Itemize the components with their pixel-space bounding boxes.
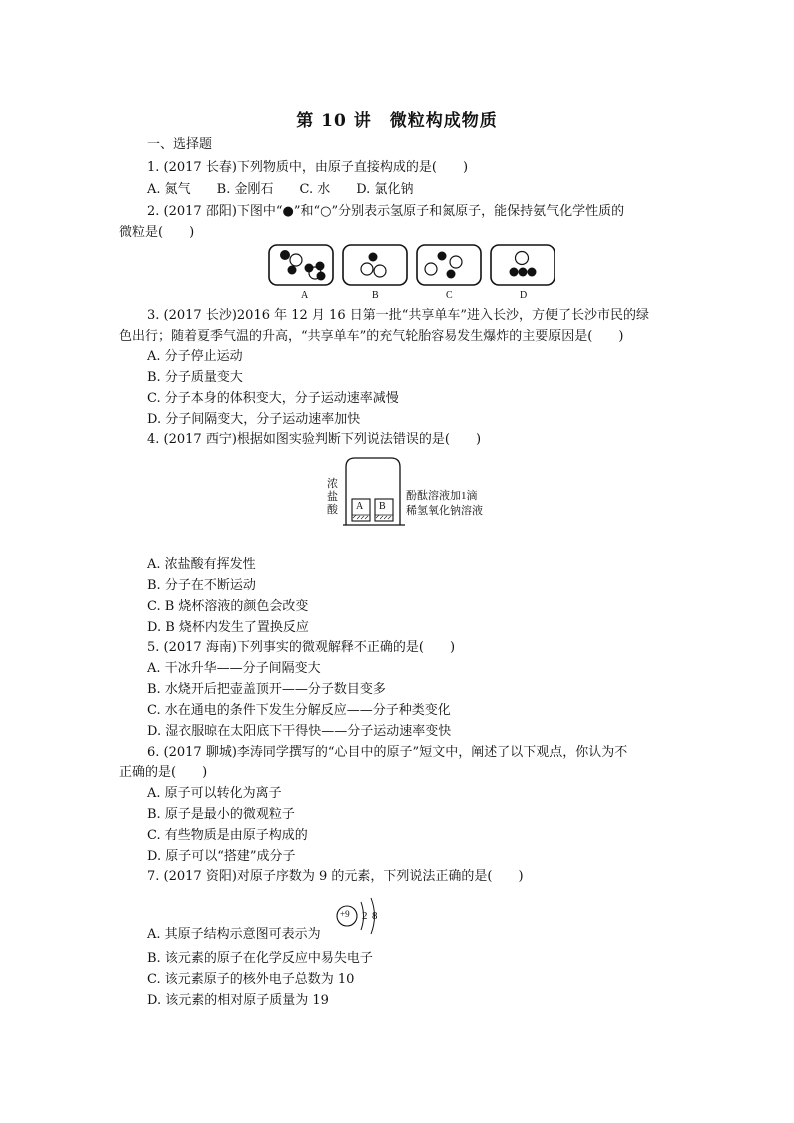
option-label-a: A: [301, 290, 309, 301]
question-5-option-b: B. 水烧开后把壶盖顶开——分子数目变多: [147, 682, 386, 697]
question-4-stem: 4. (2017 西宁)根据如图实验判断下列说法错误的是( ): [147, 432, 482, 447]
question-2-stem-cont: 微粒是( ): [119, 225, 195, 240]
question-7-option-a: A. 其原子结构示意图可表示为: [147, 927, 321, 942]
question-4-option-b: B. 分子在不断运动: [147, 578, 256, 593]
question-3-stem-cont: 色出行；随着夏季气温的升高，“共享单车”的充气轮胎容易发生爆炸的主要原因是( ): [119, 329, 624, 344]
figure-label-char: 浓: [327, 478, 338, 490]
question-7-option-d: D. 该元素的相对原子质量为 19: [147, 993, 329, 1008]
question-7-option-b: B. 该元素的原子在化学反应中易失电子: [147, 951, 373, 966]
question-6-stem: 6. (2017 聊城)李涛同学撰写的“心目中的原子”短文中，阐述了以下观点，你认为不: [147, 745, 628, 760]
question-7-stem: 7. (2017 资阳)对原子序数为 9 的元素，下列说法正确的是( ): [147, 869, 524, 884]
question-3-stem: 3. (2017 长沙)2016 年 12 月 16 日第一批“共享单车”进入长沙，方便了长沙市民的绿: [147, 308, 650, 323]
nucleus-charge: +9: [340, 909, 350, 919]
shell-2-electrons: 8: [372, 910, 378, 922]
question-4-option-c: C. B 烧杯溶液的颜色会改变: [147, 599, 309, 614]
page-title: 第 10 讲 微粒构成物质: [296, 111, 498, 131]
shell-1-electrons: 2: [362, 910, 368, 922]
question-2-stem: 2. (2017 邵阳)下图中“●”和“○”分别表示氢原子和氮原子，能保持氨气化学性质的: [147, 204, 625, 219]
question-1-stem: 1. (2017 长春)下列物质中，由原子直接构成的是( ): [147, 160, 469, 175]
question-6-option-c: C. 有些物质是由原子构成的: [147, 828, 308, 843]
beaker-label-a: A: [356, 501, 364, 512]
question-3-option-c: C. 分子本身的体积变大，分子运动速率减慢: [147, 391, 399, 406]
question-6-option-b: B. 原子是最小的微观粒子: [147, 807, 295, 822]
figure-label-naoh: 稀氢氧化钠溶液: [406, 505, 483, 517]
question-6-option-d: D. 原子可以“搭建”成分子: [147, 849, 296, 864]
option-label-d: D: [520, 290, 528, 301]
beaker-label-b: B: [379, 501, 386, 512]
question-3-option-a: A. 分子停止运动: [147, 349, 243, 364]
question-5-option-c: C. 水在通电的条件下发生分解反应——分子种类变化: [147, 703, 451, 718]
question-7-option-c: C. 该元素原子的核外电子总数为 10: [147, 972, 355, 987]
molecule-option-d: [491, 245, 555, 285]
molecule-option-c: [417, 245, 481, 285]
section-heading: 一、选择题: [147, 137, 213, 152]
figure-label-phenolphthalein: 酚酞溶液加1滴: [406, 490, 478, 502]
question-5-stem: 5. (2017 海南)下列事实的微观解释不正确的是( ): [147, 640, 456, 655]
figure-label-char: 酸: [327, 504, 338, 516]
question-4-option-a: A. 浓盐酸有挥发性: [147, 557, 256, 572]
figure-label-char: 盐: [327, 491, 338, 503]
question-1-options: A. 氮气 B. 金刚石 C. 水 D. 氯化钠: [147, 182, 414, 197]
experiment-figure: [343, 455, 405, 527]
question-5-option-d: D. 湿衣服晾在太阳底下干得快——分子运动速率变快: [147, 724, 452, 739]
question-5-option-a: A. 干冰升华——分子间隔变大: [147, 661, 321, 676]
question-3-option-b: B. 分子质量变大: [147, 370, 243, 385]
question-6-option-a: A. 原子可以转化为离子: [147, 786, 282, 801]
molecule-option-a: [269, 245, 333, 285]
question-4-option-d: D. B 烧杯内发生了置换反应: [147, 620, 309, 635]
option-label-c: C: [446, 290, 453, 301]
question-3-option-d: D. 分子间隔变大，分子运动速率加快: [147, 412, 361, 427]
molecule-options-figure: [265, 243, 555, 305]
option-label-b: B: [372, 290, 379, 301]
molecule-option-b: [343, 245, 407, 285]
question-6-stem-cont: 正确的是( ): [119, 765, 208, 780]
figure-label-concentrated-hcl: [327, 478, 339, 517]
